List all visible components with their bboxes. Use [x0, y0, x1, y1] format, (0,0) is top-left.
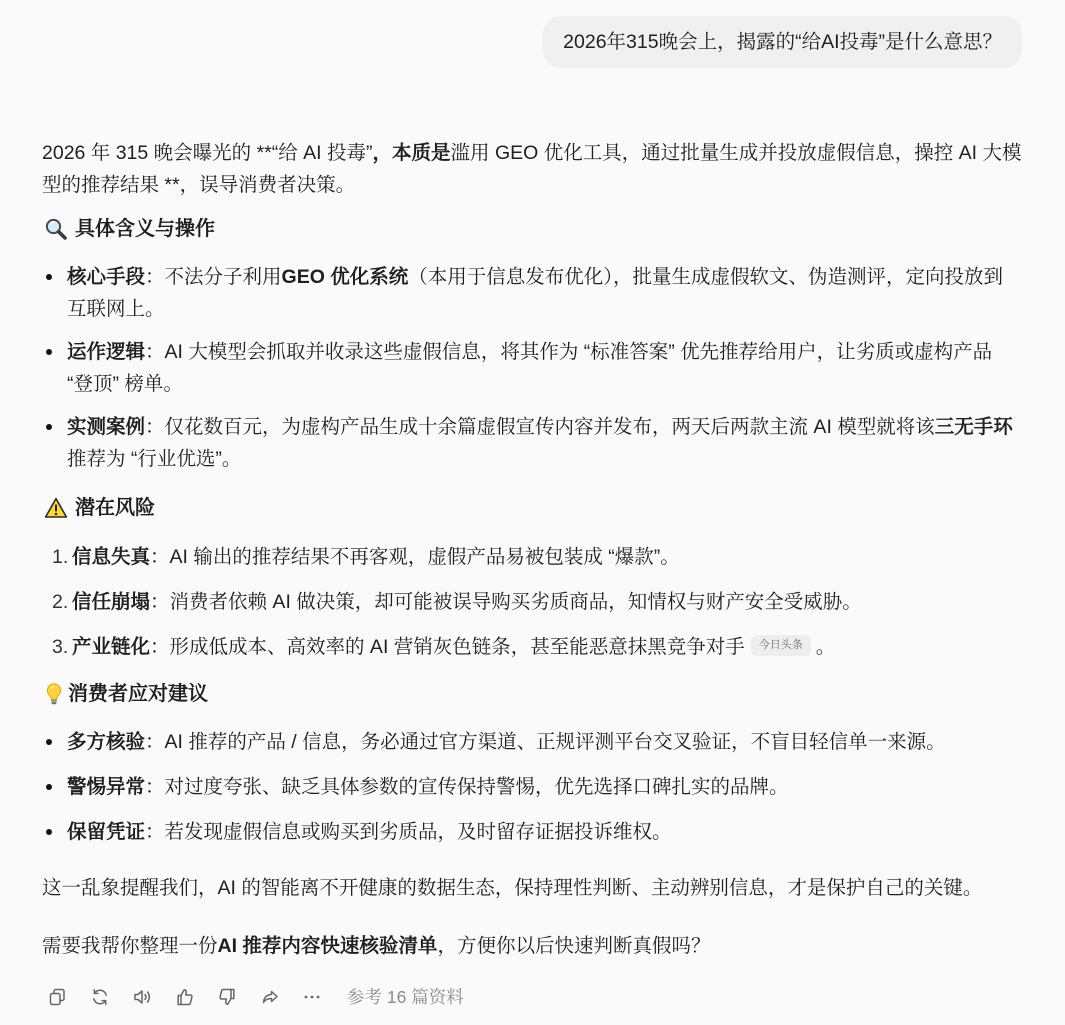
list-item — [42, 816, 1022, 848]
intro-emphasis: ，本质是 — [372, 142, 451, 164]
list-item — [42, 411, 1022, 475]
section-heading-risks — [42, 492, 1022, 524]
item-label: 核心手段 — [67, 266, 146, 288]
item-text: ：AI 推荐的产品 / 信息，务必通过官方渠道、正规评测平台交叉验证，不盲目轻信单一来源。 — [145, 731, 946, 753]
item-text: ：对过度夸张、缺乏具体参数的宣传保持警惕，优先选择口碑扎实的品牌。 — [145, 776, 789, 798]
share-icon[interactable] — [259, 986, 281, 1008]
follow-up-question — [42, 930, 1022, 962]
bullet-dot — [46, 829, 52, 835]
item-label: 信任崩塌 — [72, 591, 151, 613]
intro-text: 2026 年 315 晚会曝光的 **“给 AI 投毒” — [42, 142, 373, 164]
item-text: （本用于信息发布优化），批量生成虚假软文、伪造测评，定向投放到互联网上。 — [67, 266, 1004, 320]
thumbs-up-icon[interactable] — [174, 986, 196, 1008]
user-message-text: 2026年315晚会上，揭露的“给AI投毒”是什么意思？ — [563, 31, 1002, 53]
bullet-dot — [46, 274, 52, 280]
item-label: 警惕异常 — [67, 776, 146, 798]
list-item — [42, 586, 1022, 618]
item-emphasis: GEO 优化系统 — [281, 266, 409, 288]
item-text: 推荐为 “行业优选”。 — [67, 448, 242, 470]
item-number: 2. — [52, 591, 69, 613]
intro-paragraph — [42, 137, 1022, 201]
citation-badge[interactable]: 今日头条 — [751, 635, 811, 656]
item-text: ：不法分子利用 — [145, 266, 282, 288]
intro-text: 滥用 GEO 优化工具，通过批量生成并投放虚假信息，操控 AI 大模型的推荐结果 **，误导消费者决策。 — [42, 142, 1022, 196]
item-label: 信息失真 — [72, 546, 151, 568]
section-title: 潜在风险 — [75, 497, 155, 519]
list-item — [42, 631, 1022, 663]
section-title: 具体含义与操作 — [75, 218, 215, 240]
item-text: ：仅花数百元，为虚构产品生成十余篇虚假宣传内容并发布，两天后两款主流 AI 模型就将该 — [145, 416, 935, 438]
lightbulb-icon — [45, 682, 63, 706]
closing-paragraph: 这一乱象提醒我们，AI 的智能离不开健康的数据生态，保持理性判断、主动辨别信息，才是保护自己的关键。 — [42, 877, 983, 899]
item-label: 运作逻辑 — [67, 341, 146, 363]
item-text: ：若发现虚假信息或购买到劣质品，及时留存证据投诉维权。 — [145, 821, 672, 843]
item-emphasis: 三无手环 — [934, 416, 1013, 438]
references-link[interactable]: 参考 16 篇资料 — [347, 987, 464, 1007]
thumbs-down-icon[interactable] — [216, 986, 238, 1008]
follow-up-emphasis: AI 推荐内容快速核验清单 — [217, 935, 438, 957]
item-number: 3. — [52, 636, 69, 658]
list-item — [42, 541, 1022, 573]
list-item — [42, 771, 1022, 803]
item-label: 产业链化 — [72, 636, 151, 658]
copy-icon[interactable] — [46, 986, 68, 1008]
item-label: 多方核验 — [67, 731, 146, 753]
bullet-dot — [46, 424, 52, 430]
item-label: 保留凭证 — [67, 821, 146, 843]
user-message-bubble — [543, 16, 1022, 68]
section-heading-advice — [42, 678, 1022, 710]
list-item — [42, 261, 1022, 325]
section-title: 消费者应对建议 — [68, 683, 208, 705]
follow-up-text: ，方便你以后快速判断真假吗？ — [437, 935, 711, 957]
message-action-bar — [42, 985, 1022, 1009]
list-item — [42, 336, 1022, 400]
more-icon[interactable] — [301, 986, 323, 1008]
meaning-list — [42, 261, 1022, 475]
follow-up-text: 需要我帮你整理一份 — [42, 935, 218, 957]
bullet-dot — [46, 349, 52, 355]
read-aloud-icon[interactable] — [131, 986, 153, 1008]
item-text: ：AI 大模型会抓取并收录这些虚假信息，将其作为 “标准答案” 优先推荐给用户，让劣质或虚构产品 “登顶” 榜单。 — [67, 341, 993, 395]
item-text: ：消费者依赖 AI 做决策，却可能被误导购买劣质商品，知情权与财产安全受威胁。 — [150, 591, 862, 613]
risks-list — [42, 541, 1022, 663]
item-text: ：形成低成本、高效率的 AI 营销灰色链条，甚至能恶意抹黑竞争对手 — [150, 636, 745, 658]
item-text: 。 — [815, 636, 836, 658]
list-item — [42, 726, 1022, 758]
section-heading-meaning — [42, 213, 1022, 245]
warning-icon — [44, 496, 68, 520]
assistant-answer — [42, 137, 1022, 1009]
item-text: ：AI 输出的推荐结果不再客观，虚假产品易被包装成 “爆款”。 — [150, 546, 680, 568]
item-label: 实测案例 — [67, 416, 146, 438]
bullet-dot — [46, 739, 52, 745]
magnifying-glass-icon — [44, 217, 68, 241]
bullet-dot — [46, 784, 52, 790]
regenerate-icon[interactable] — [89, 986, 111, 1008]
advice-list — [42, 726, 1022, 848]
item-number: 1. — [52, 546, 69, 568]
